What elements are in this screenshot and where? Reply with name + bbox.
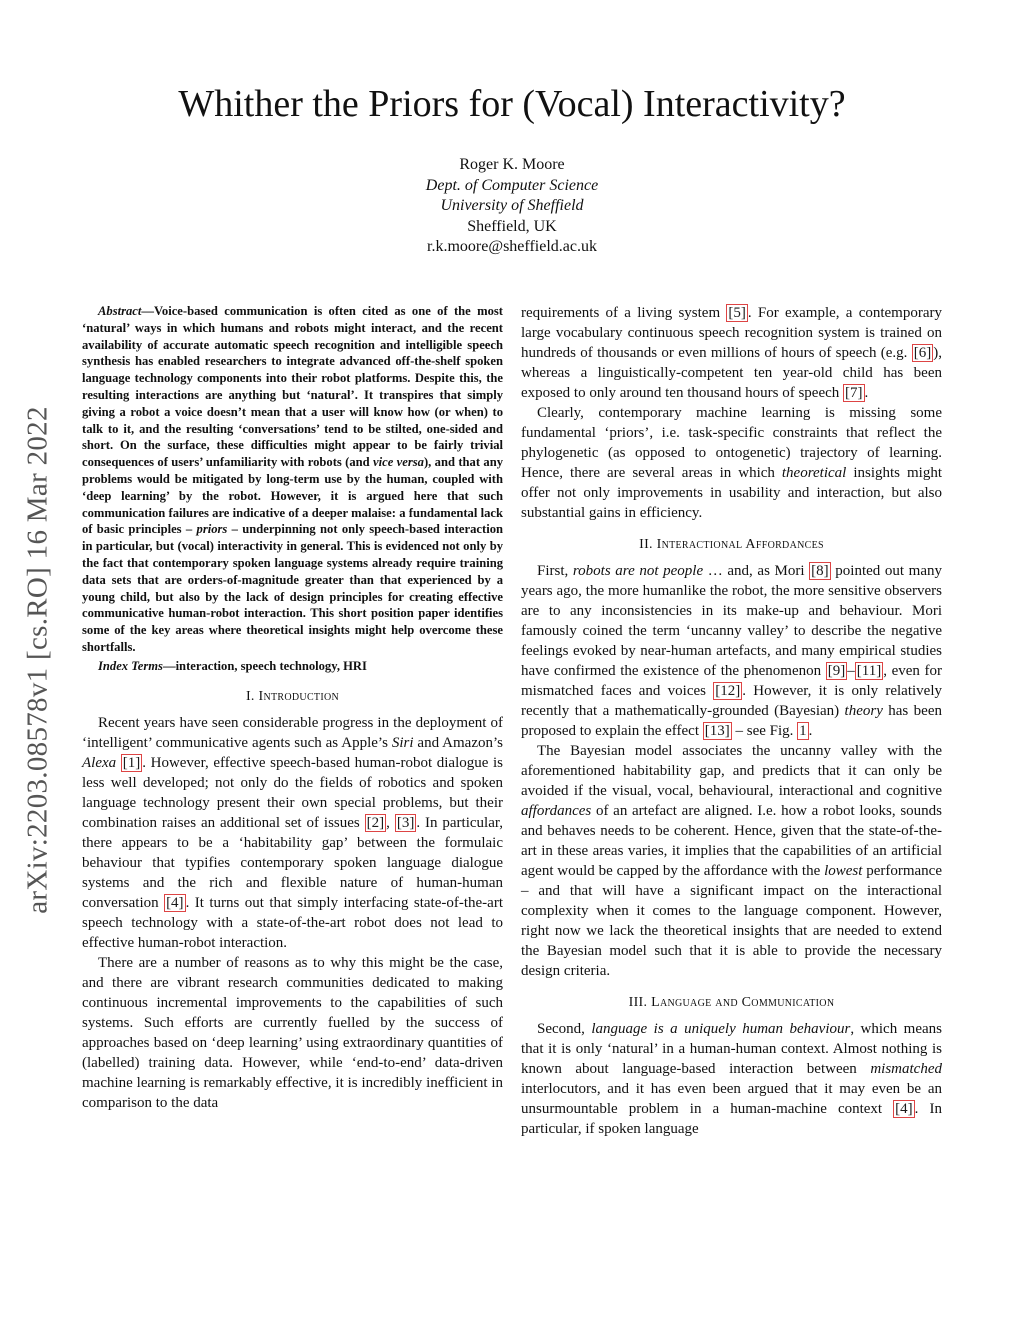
body-text: interlocutors, and it has even been argued that it may even be an unsurmountable problem in a human-machine context — [521, 1081, 942, 1117]
body-text: . In particular, if spoken language — [521, 1101, 942, 1137]
body-text: insights might offer not only improvements in usability and interaction, but also substantial gains in efficiency. — [521, 465, 942, 521]
author-email: r.k.moore@sheffield.ac.uk — [427, 238, 597, 255]
range-dash: – — [847, 663, 855, 679]
index-terms-text: interaction, speech technology, HRI — [175, 658, 367, 673]
author-department: Dept. of Computer Science — [425, 176, 599, 194]
citation-link-4[interactable]: [4] — [166, 894, 184, 911]
body-text: . — [808, 723, 813, 739]
citation-link-3[interactable]: [3] — [396, 814, 415, 831]
emphasis-lowest: lowest — [824, 863, 863, 879]
section-heading-language: III. Language and Communication — [628, 995, 835, 1010]
left-column — [82, 303, 503, 1113]
citation-link-2[interactable]: [2] — [366, 814, 385, 831]
language-paragraph-1 — [521, 1019, 942, 1139]
body-text: The Bayesian model associates the uncanny valley with the aforementioned habitability gap, and predicts that it can only be avoided if the visual, vocal, behavioural, interactional and cognitive — [521, 743, 942, 799]
citation-link-13[interactable]: [13] — [704, 723, 730, 739]
body-text: . — [864, 385, 869, 401]
index-terms-label: Index Terms — [98, 658, 163, 673]
body-text: First, — [537, 563, 573, 579]
abstract-sep: — — [141, 304, 154, 318]
citation-link-4b[interactable]: [4] — [895, 1101, 913, 1117]
abstract-label: Abstract — [98, 304, 142, 318]
figure-link-1[interactable]: 1 — [799, 723, 807, 739]
section-heading-affordances: II. Interactional Affordances — [639, 537, 824, 552]
body-text: requirements of a living system — [521, 305, 727, 321]
citation-link-1[interactable]: [1] — [122, 754, 141, 771]
body-text: Second, — [537, 1021, 592, 1037]
body-text: , which means that it is only ‘natural’ in a human-human context. Almost nothing is known about language-based interaction between — [521, 1021, 942, 1077]
emphasis-robots-not-people: robots are not people — [572, 563, 704, 579]
author-university: University of Sheffield — [440, 197, 584, 214]
body-text: ), whereas a linguistically-competent ten year-old child has been exposed to only around ten thousand hours of speech — [521, 345, 942, 401]
intro-paragraph-2: There are a number of reasons as to why this might be the case, and there are vibrant research communities dedicated to making continuous incremental improvements to the capabilities of such systems. Such efforts are currently fuelled by the success of approaches based on ‘deep learning’ using extraordinary quantities of (labelled) training data. However, while ‘end-to-end’ data-driven machine learning is remarkably effective, it is incredibly inefficient in comparison to the data — [82, 954, 503, 1111]
body-text: pointed out many years ago, the more humanlike the robot, the more sensitive observers are to any inconsistencies in its make-up and behaviour. Mori famously coined the term ‘uncanny valley’ to describe the negative feelings evoked by near-human artefacts, and many empirical studies have confirmed the existence of the phenomenon — [521, 563, 943, 679]
affordances-paragraph-2 — [521, 741, 942, 981]
body-text: performance – and that will have a significant impact on the interactional complexity when it comes to the language component. However, right now we lack the theoretical insights that are needed to extend the Bayesian model such that it is able to provide the necessary design criteria. — [521, 863, 942, 979]
intro-text: . However, effective speech-based human-robot dialogue is less well developed; not only do the fields of robotics and spoken language technology present their own special problems, but their combination raises an additional set of issues — [82, 754, 503, 831]
author-name: Roger K. Moore — [459, 156, 565, 173]
author-block — [0, 155, 1024, 258]
citation-link-12[interactable]: [12] — [715, 683, 741, 699]
arxiv-identifier: arXiv:2203.08578v1 [cs.RO] 16 Mar 2022 — [21, 406, 54, 914]
citation-link-7[interactable]: [7] — [845, 385, 863, 401]
body-text: . For example, a contemporary large vocabulary continuous speech recognition system is trained on hundreds of thousands or even millions of hours of speech (e.g. — [521, 305, 942, 361]
intro-text: and Amazon’s — [413, 734, 504, 751]
abstract-text-2: ), and that any problems would be mitigated by long-term use by the human, coupled with ‘deep learning’ by the robot. However, it is argued here that such communication failures are indicative of a deeper malaise: a fundamental lack of basic principles – — [82, 455, 503, 537]
body-text: – see Fig. — [731, 723, 798, 739]
author-city: Sheffield, UK — [467, 217, 557, 235]
body-text: has been proposed to explain the effect — [521, 703, 942, 739]
body-text: , even for mismatched faces and voices — [521, 663, 943, 699]
right-column — [521, 303, 942, 1139]
abstract-text-3: – underpinning not only speech-based interaction in particular, but (vocal) interactivity in general. This is evidenced not only by the fact that contemporary spoken language systems already require training data sets that are orders-of-magnitude greater than that experienced by a young child, but also by the lack of design principles for creating effective communicative human-robot interaction. This short position paper identifies some of the key areas where theoretical insights might help overcome these shortfalls. — [82, 522, 503, 654]
affordances-paragraph-1 — [521, 561, 942, 741]
arxiv-sidebar — [14, 345, 62, 975]
citation-link-6[interactable]: [6] — [913, 345, 932, 361]
body-text: of an artefact are aligned. I.e. how a robot looks, sounds and behaves needs to be coherent. Hence, given that the state-of-the-art in these areas varies, it implies that the capabilities of an artificial agent would be capped by the affordance with the — [521, 803, 942, 879]
citation-link-8[interactable]: [8] — [811, 563, 829, 579]
intro-text: . In particular, there appears to be a ‘habitability gap’ between the formulaic behaviour that typifies contemporary spoken language dialogue systems and the rich and flexible nature of human-human conversation — [82, 814, 504, 911]
intro-alexa: Alexa — [82, 754, 117, 771]
body-text: . However, it is only relatively recently that a mathematically-grounded (Bayesian) — [521, 683, 942, 719]
intro-paragraph-1: Recent years have seen considerable progress in the deployment of ‘intelligent’ communicative agents such as Apple’s Siri and Amazon’s Alexa [1] . However, effective speech-based human-robot dialogue is less well developed; not only do the fields of robotics and spoken language technology present their own special problems, but their combination raises an additional set of issues [2] , [3] . In particular, there appears to be a ‘habitability gap’ between the formulaic behaviour that typifies contemporary spoken language dialogue systems and the rich and flexible nature of human-human conversation [4] . It turns out that simply interfacing state-of-the-art speech technology with a state-of-the-art robot does not lead to effective human-robot interaction. — [82, 714, 504, 951]
section-heading-introduction: I. Introduction — [245, 688, 340, 704]
abstract — [82, 303, 503, 656]
body-text: … and, as Mori — [703, 563, 810, 579]
abstract-text-1: Voice-based communication is often cited as one of the most ‘natural’ ways in which humans and robots might interact, and the recent availability of accurate automatic speech recognition and intelligible speech synthesis has enabled researchers to integrate advanced off-the-shelf spoken language technology components into their robot platforms. Despite this, the resulting interactions are anything but ‘natural’. It transpires that simply giving a robot a voice doesn’t mean that a user will know how (or when) to talk to it, and the resulting ‘conversations’ tend to be stilted, one-sided and short. On the surface, these difficulties might appear to be fairly trivial consequences of users’ unfamiliarity with robots (and — [82, 304, 503, 470]
emphasis-mismatched: mismatched — [870, 1061, 942, 1077]
emphasis-affordances: affordances — [521, 803, 592, 819]
emphasis-language-unique: language is a uniquely human behaviour — [591, 1021, 851, 1037]
index-terms-sep: — — [162, 658, 176, 673]
abstract-vice-versa: vice versa — [373, 455, 424, 470]
citation-link-5[interactable]: [5] — [728, 305, 746, 321]
index-terms — [82, 658, 503, 675]
intro-siri: Siri — [391, 734, 414, 751]
emphasis-theoretical: theoretical — [781, 465, 847, 481]
emphasis-theory: theory — [844, 703, 883, 719]
abstract-priors: priors — [196, 522, 228, 537]
right-paragraph-2 — [521, 403, 942, 523]
citation-link-9[interactable]: [9] — [827, 663, 846, 679]
paper-title: Whither the Priors for (Vocal) Interactivity? — [178, 83, 846, 125]
body-text: Clearly, contemporary machine learning is missing some fundamental ‘priors’, i.e. task-specific constraints that reflect the phylogenetic (as opposed to ontogenetic) trajectory of learning. Hence, there are several areas in which — [521, 405, 942, 481]
intro-text: Recent years have seen considerable progress in the deployment of ‘intelligent’ communicative agents such as Apple’s — [82, 714, 503, 751]
citation-link-11[interactable]: [11] — [856, 663, 882, 679]
intro-text: . It turns out that simply interfacing state-of-the-art speech technology with a state-of-the-art robot does not lead to effective human-robot interaction. — [82, 894, 503, 951]
right-paragraph-1 — [521, 303, 942, 403]
